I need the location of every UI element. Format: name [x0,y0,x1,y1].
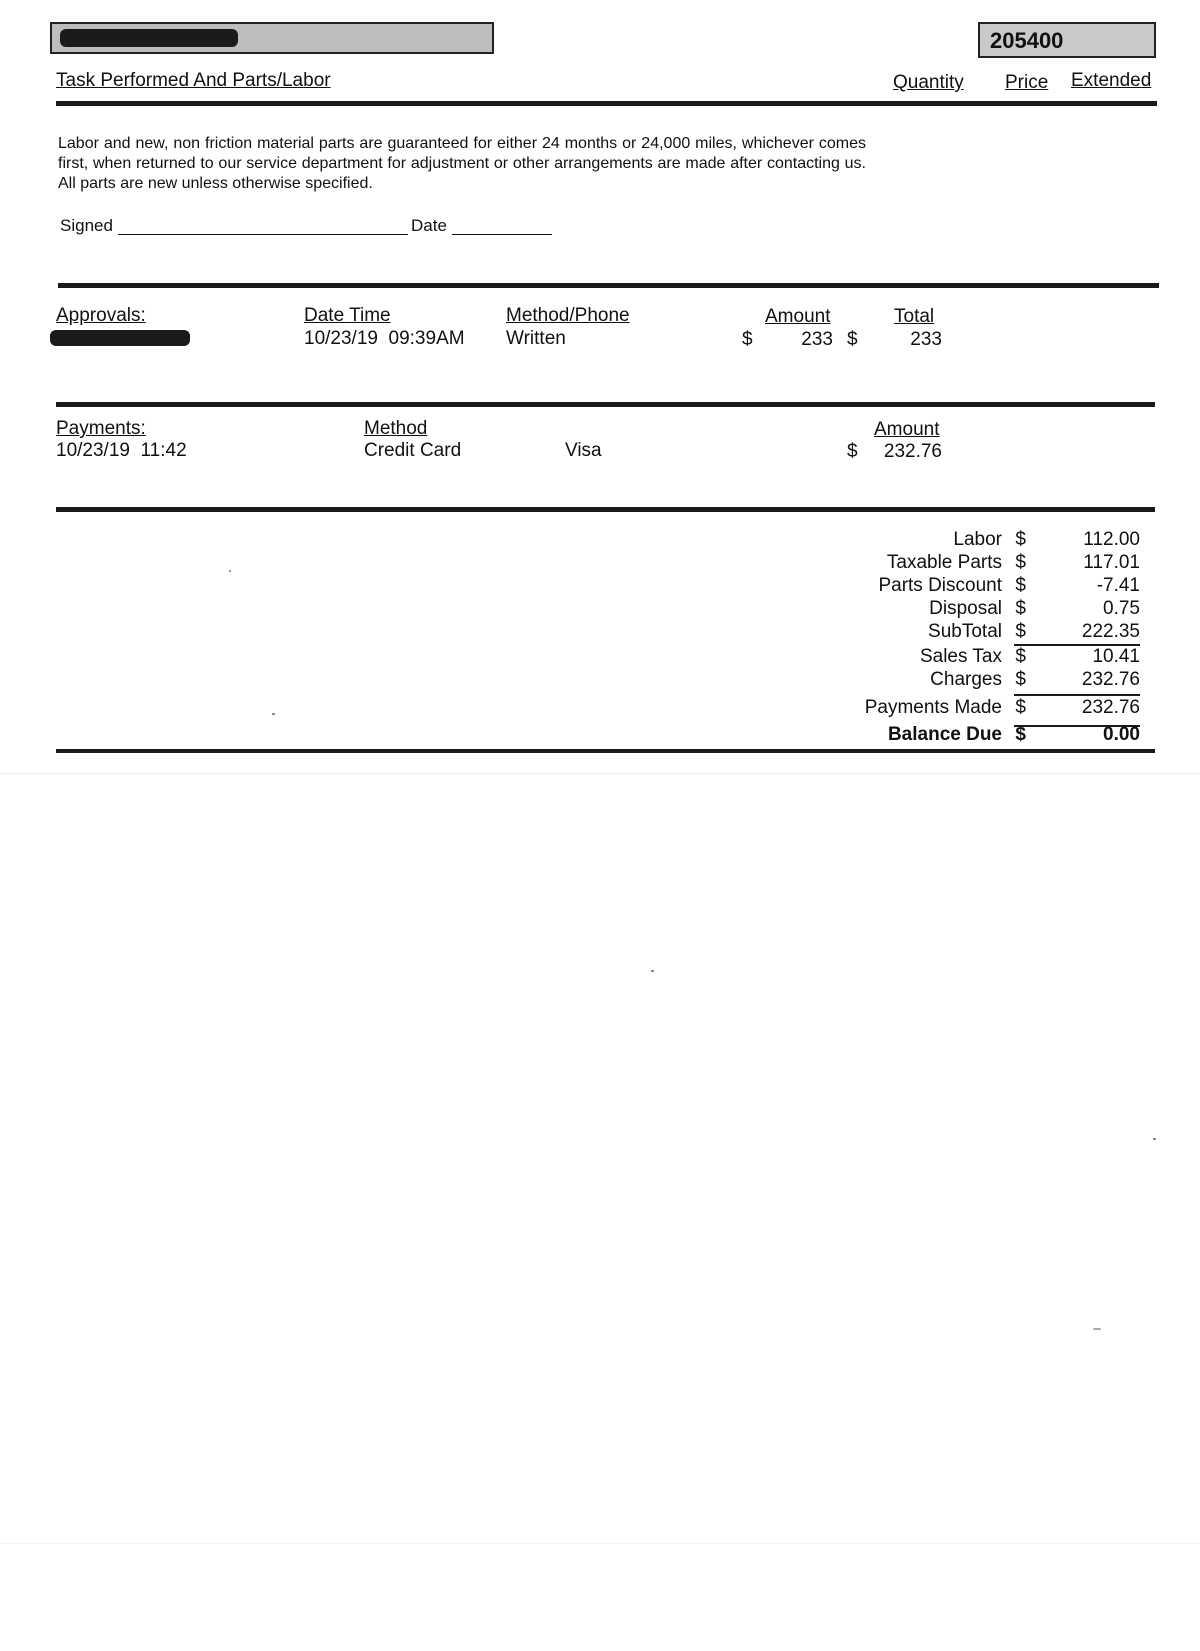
repair-order-number: 205400 [978,22,1156,58]
date-line [452,234,552,235]
paper-fold-line [0,1543,1200,1544]
charges-currency: $ [1015,669,1026,690]
sales-tax-value: 10.41 [1092,646,1140,667]
scan-speck [1153,1138,1156,1140]
payments-divider [56,507,1155,512]
scan-speck [651,970,654,972]
payment-currency: $ [847,441,858,462]
sales-tax-currency: $ [1015,646,1026,667]
payments-col-amount: Amount [874,419,940,440]
parts-discount-label: Parts Discount [878,575,1002,596]
approval-total: 233 [910,329,942,350]
subtotal-value: 222.35 [1081,621,1140,642]
redacted-customer-name [60,29,238,47]
payment-datetime: 10/23/19 11:42 [56,440,187,461]
approval-total-currency: $ [847,329,858,350]
balance-due-currency: $ [1015,724,1026,745]
approval-amount-currency: $ [742,329,753,350]
taxable-parts-currency: $ [1015,552,1026,573]
payments-title: Payments: [56,418,146,439]
footer-divider [56,749,1155,753]
payments-col-method: Method [364,418,428,439]
payments-made-value: 232.76 [1081,697,1140,718]
totals-row-subtotal [720,621,1140,644]
payment-method: Credit Card [364,440,462,461]
approvals-col-total: Total [894,306,935,327]
totals-row-taxable-parts [720,552,1140,575]
payment-card-type: Visa [565,440,602,461]
approvals-col-amount: Amount [765,306,831,327]
approval-method: Written [506,328,566,349]
approval-amount: 233 [801,329,833,350]
disposal-currency: $ [1015,598,1026,619]
col-header-extended: Extended [1071,70,1152,91]
sales-tax-label: Sales Tax [919,646,1002,667]
totals-row-disposal [720,598,1140,621]
labor-label: Labor [953,529,1002,550]
approvals-col-method: Method/Phone [506,305,630,326]
labor-value: 112.00 [1083,529,1140,550]
parts-discount-value: -7.41 [1096,575,1140,596]
approvals-title: Approvals: [56,305,146,326]
col-header-task: Task Performed And Parts/Labor [56,70,331,91]
header-divider [56,101,1157,106]
charges-value: 232.76 [1081,669,1140,690]
parts-discount-currency: $ [1015,575,1026,596]
totals-summary [720,529,1140,745]
totals-row-payments-made [720,697,1140,720]
col-header-quantity: Quantity [893,72,964,93]
date-label: Date [411,216,447,235]
totals-row-parts-discount [720,575,1140,598]
approval-datetime: 10/23/19 09:39AM [304,328,465,349]
approvals-divider [56,402,1155,407]
payments-made-currency: $ [1015,697,1026,718]
totals-row-charges [720,669,1140,692]
payments-made-label: Payments Made [864,697,1002,718]
signature-line [118,234,408,235]
subtotal-currency: $ [1015,621,1026,642]
taxable-parts-label: Taxable Parts [886,552,1002,573]
approvals-col-datetime: Date Time [304,305,391,326]
signed-label: Signed [60,216,113,235]
totals-row-sales-tax [720,646,1140,669]
payment-amount: 232.76 [883,441,942,462]
subtotal-label: SubTotal [928,621,1002,642]
warranty-terms: Labor and new, non friction material parts are guaranteed for either 24 months or 24,000 miles, whichever comes first, when returned to our service department for adjustment or other arrangements are made after contacting us. All parts are new unless otherwise specified. [58,135,866,192]
balance-due-value: 0.00 [1103,724,1140,745]
balance-due-label: Balance Due [887,724,1002,745]
charges-underline [1014,694,1140,696]
scan-speck [272,713,275,715]
disposal-label: Disposal [929,598,1002,619]
paper-fold-line [0,773,1200,774]
col-header-price: Price [1005,72,1049,93]
labor-currency: $ [1015,529,1026,550]
scan-speck [1093,1328,1101,1330]
totals-row-balance-due [720,724,1140,747]
redacted-approver-name [50,330,190,346]
customer-name-box [50,22,494,54]
charges-label: Charges [930,669,1002,690]
totals-row-labor [720,529,1140,552]
scan-speck [229,570,231,572]
taxable-parts-value: 117.01 [1083,552,1140,573]
terms-divider [58,283,1159,288]
disposal-value: 0.75 [1103,598,1140,619]
